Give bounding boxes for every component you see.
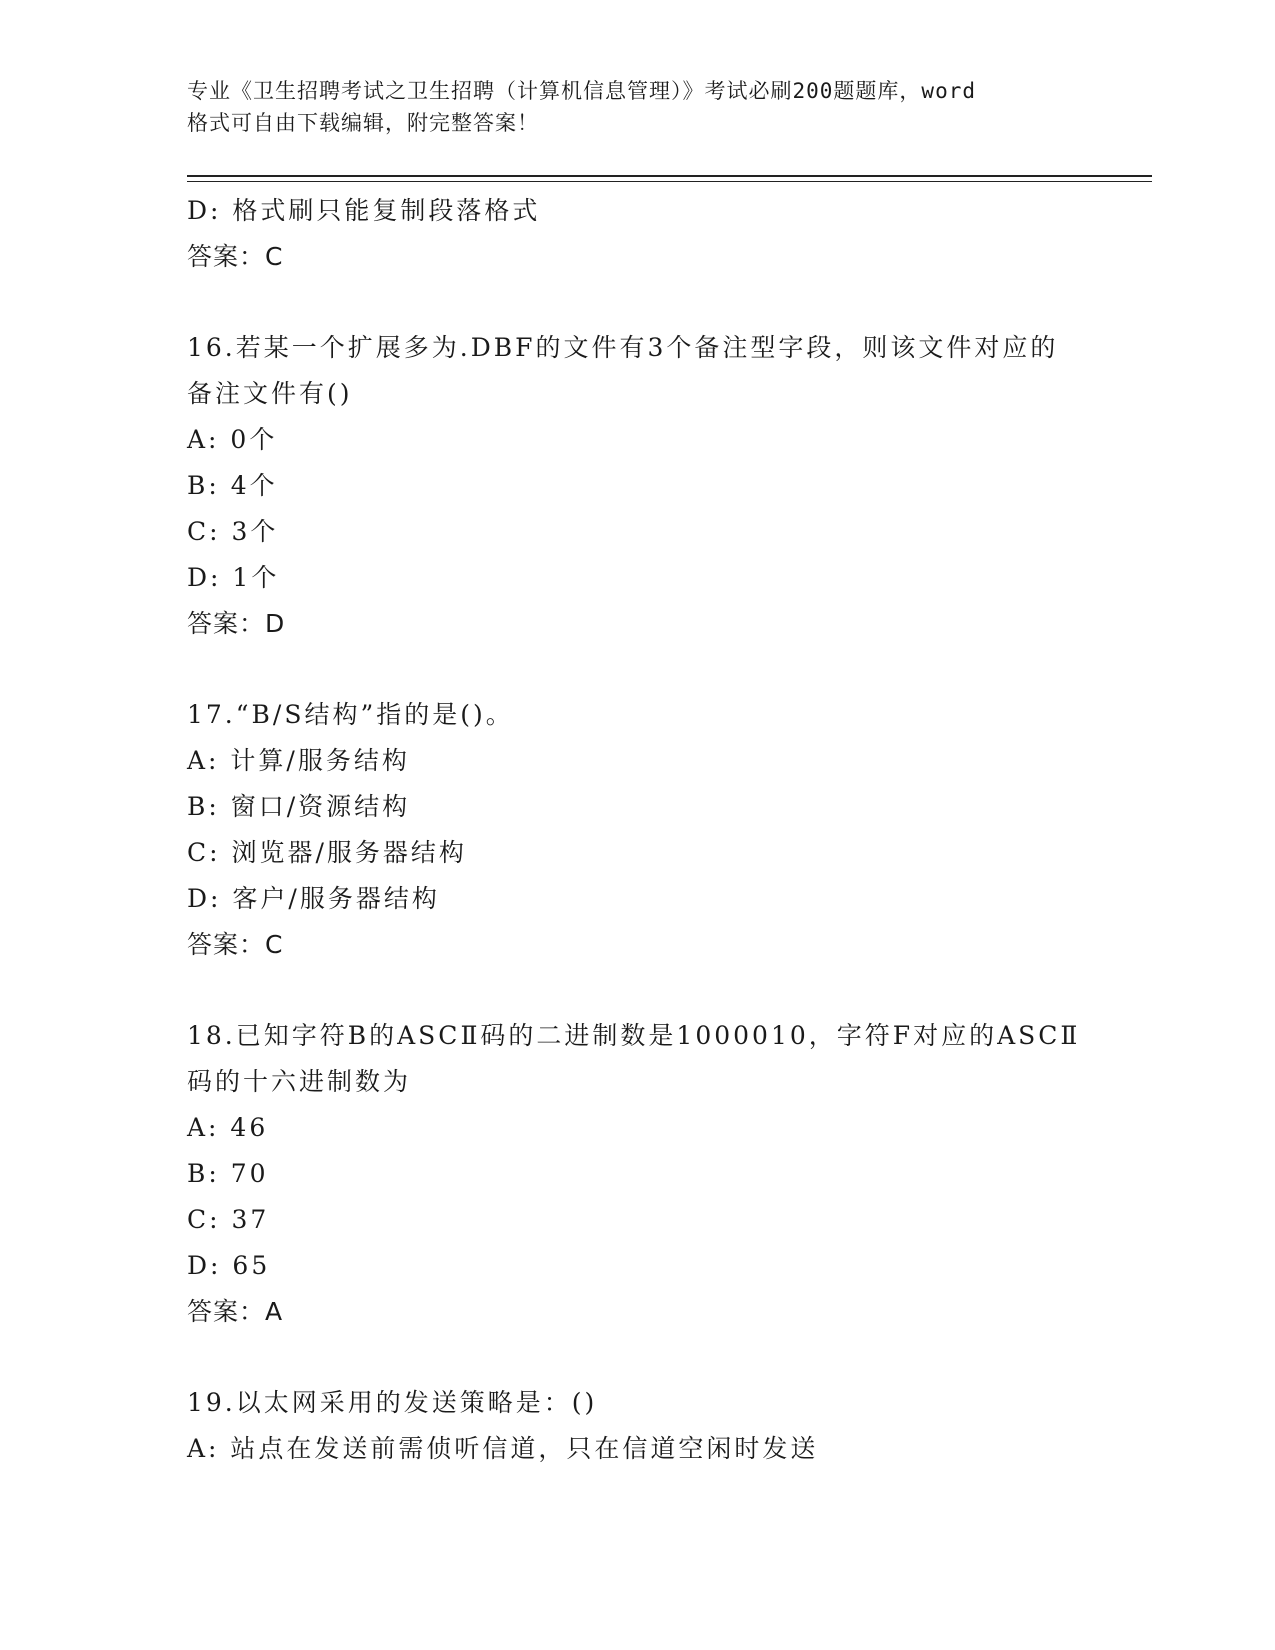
option-c: C: 37 [187, 1205, 270, 1234]
header-divider-thin [187, 181, 1152, 182]
document-header [187, 75, 1087, 139]
option-b: B: 窗口/资源结构 [187, 792, 411, 821]
option-d: D: 格式刷只能复制段落格式 [187, 196, 541, 225]
header-divider-thick [187, 175, 1152, 177]
question-text-line-1: 18.已知字符B的ASCⅡ码的二进制数是1000010，字符F对应的ASCⅡ [187, 1021, 1081, 1050]
question-text-line-2: 备注文件有() [187, 379, 353, 408]
option-c: C: 3个 [187, 517, 279, 546]
answer-line: 答案：A [187, 1297, 284, 1326]
previous-question-tail [187, 188, 1107, 280]
option-d: D: 1个 [187, 563, 280, 592]
document-body [187, 188, 1107, 1472]
question-18 [187, 1013, 1107, 1335]
option-a: A: 计算/服务结构 [187, 746, 410, 775]
answer-line: 答案：C [187, 242, 284, 271]
option-d: D: 65 [187, 1251, 271, 1280]
question-text-line-1: 17.“B/S结构”指的是()。 [187, 700, 514, 729]
question-17 [187, 692, 1107, 968]
question-text-line-2: 码的十六进制数为 [187, 1067, 412, 1096]
answer-line: 答案：C [187, 930, 284, 959]
question-16 [187, 325, 1107, 647]
answer-line: 答案：D [187, 609, 286, 638]
question-text-line-1: 19.以太网采用的发送策略是：() [187, 1388, 598, 1417]
option-b: B: 4个 [187, 471, 278, 500]
header-line-2: 格式可自由下载编辑，附完整答案！ [187, 111, 539, 135]
option-c: C: 浏览器/服务器结构 [187, 838, 467, 867]
option-d: D: 客户/服务器结构 [187, 884, 440, 913]
option-b: B: 70 [187, 1159, 269, 1188]
header-line-1: 专业《卫生招聘考试之卫生招聘（计算机信息管理）》考试必刷200题题库，word [187, 79, 976, 103]
option-a: A: 站点在发送前需侦听信道，只在信道空闲时发送 [187, 1434, 819, 1463]
question-19 [187, 1380, 1107, 1472]
option-a: A: 0个 [187, 425, 278, 454]
question-text-line-1: 16.若某一个扩展多为.DBF的文件有3个备注型字段，则该文件对应的 [187, 333, 1059, 362]
option-a: A: 46 [187, 1113, 269, 1142]
